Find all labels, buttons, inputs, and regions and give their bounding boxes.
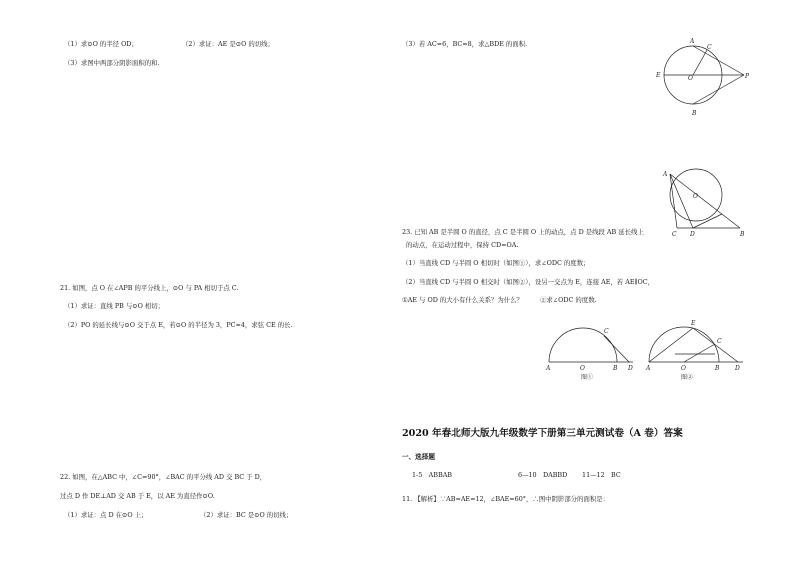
- q22-stem: 22. 如图，在△ABC 中，∠C=90°，∠BAC 的平分线 AD 交 BC 于 D，: [60, 473, 267, 481]
- label-b: B: [740, 231, 745, 238]
- label-o: O: [580, 365, 585, 372]
- answer-title: 2020 年春北师大版九年级数学下册第三单元测试卷（A 卷）答案: [402, 428, 683, 439]
- q20-part2: （2）求证：AE 是⊙O 的切线；: [182, 40, 274, 48]
- label-a: A: [690, 38, 695, 45]
- label-e: E: [691, 320, 696, 327]
- q23-stem2: 的动点，在运动过程中，保持 CD=OA.: [406, 241, 519, 249]
- caption-fig2: 图②: [681, 374, 694, 381]
- q21-part1: （1）求证：直线 PB 与⊙O 相切；: [64, 302, 165, 310]
- q23-sub1: ①AE 与 OD 的大小有什么关系？为什么？: [402, 296, 523, 304]
- label-p: P: [745, 73, 750, 80]
- line-bp: [693, 75, 744, 104]
- line-ap: [693, 46, 744, 75]
- label-b: B: [692, 110, 697, 117]
- label-c: C: [672, 231, 677, 238]
- line-ae: [649, 328, 693, 362]
- q23-part1: （1）当直线 CD 与半圆 O 相切时（如图①），求∠ODC 的度数；: [402, 259, 590, 267]
- label-d: D: [628, 365, 633, 372]
- figure-circle-tangents: [655, 34, 755, 124]
- figure-semicircle-tangent: [543, 322, 635, 382]
- label-c: C: [717, 338, 722, 345]
- label-o: O: [693, 193, 698, 200]
- answers-6-10: 6—10 DABBD: [518, 471, 568, 479]
- label-b: B: [613, 365, 618, 372]
- side-ab: [670, 174, 740, 228]
- label-a: A: [663, 171, 668, 178]
- q11-analysis: 11. 【解析】∵AB=AE=12，∠BAE=60°，∴图中阴影部分的面积是：: [402, 495, 610, 503]
- label-o: O: [681, 365, 686, 372]
- answers-11-12: 11—12 BC: [582, 471, 621, 479]
- label-o: O: [688, 75, 693, 82]
- q22-part1: （1）求证：点 D 在⊙O 上；: [64, 511, 148, 519]
- semicircle: [649, 327, 719, 362]
- section-heading: 一、选择题: [402, 453, 435, 461]
- q-part3: （3）若 AC=6，BC=8，求△BDE 的面积.: [402, 40, 528, 48]
- caption-fig1: 图①: [581, 374, 594, 381]
- q22-part2: （2）求证：BC 是⊙O 的切线；: [200, 511, 293, 519]
- figure-triangle-circle: [660, 164, 750, 240]
- q21-part2: （2）PO 的延长线与⊙O 交于点 E，若⊙O 的半径为 3，PC=4，求弦 CE 的长.: [64, 321, 293, 329]
- label-a: A: [546, 365, 551, 372]
- q22-stem2: 过点 D 作 DE⊥AD 交 AB 于 E，以 AE 为直径作⊙O.: [60, 492, 215, 500]
- label-e: E: [656, 72, 661, 79]
- label-c: C: [604, 328, 609, 335]
- q23-stem: 23. 已知 AB 是半圆 O 的直径，点 C 是半圆 O 上的动点，点 D 是线段 AB 延长线上: [402, 228, 644, 236]
- line-oc: [693, 50, 707, 75]
- q20-part3: （3）求图中两部分阴影面积的和.: [64, 59, 160, 67]
- secant-ed: [693, 328, 738, 362]
- q23-sub2: ②求∠ODC 的度数.: [540, 296, 597, 304]
- figure-semicircle-secant: [645, 316, 745, 382]
- line-oc: [684, 344, 715, 362]
- label-d: D: [735, 365, 740, 372]
- label-d: D: [690, 231, 695, 238]
- label-c: C: [707, 44, 712, 51]
- answers-1-5: 1-5 ABBAB: [412, 471, 453, 479]
- label-b: B: [715, 365, 720, 372]
- q23-part2: （2）当直线 CD 与半圆 O 相交时（如图②），设另一交点为 E，连接 AE，若 AE∥OC，: [402, 278, 654, 286]
- label-a: A: [646, 365, 651, 372]
- q21-stem: 21. 如图，点 O 在∠APB 的平分线上，⊙O 与 PA 相切于点 C.: [60, 284, 239, 292]
- q20-part1: （1）求⊙O 的半径 OD；: [64, 40, 138, 48]
